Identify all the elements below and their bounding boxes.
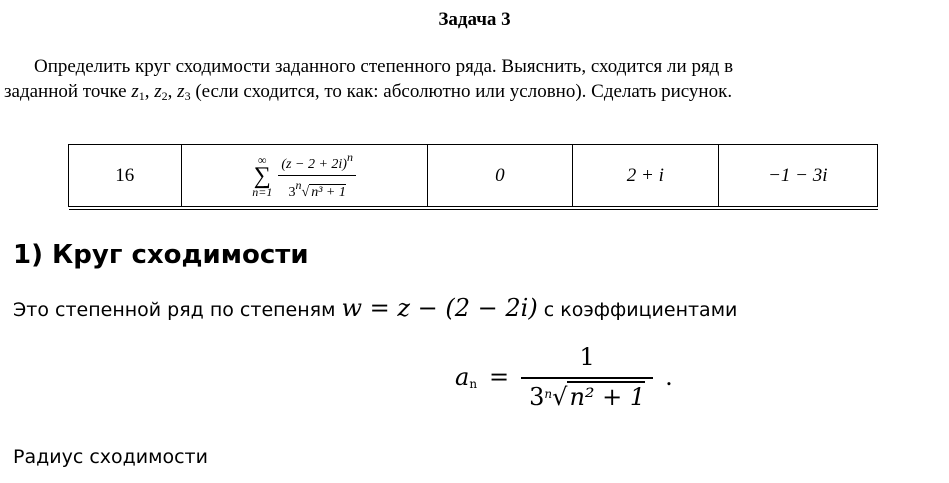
an-symbol: $a_n$ xyxy=(455,363,478,391)
series-numerator: $(z - 2 + 2i)^n$ xyxy=(278,150,356,176)
sum-upper: ∞ xyxy=(258,152,267,167)
coefficient-fraction xyxy=(521,343,653,411)
description-suffix: с коэффициентами xyxy=(537,299,738,321)
radius-label: Радиус сходимости xyxy=(13,446,208,468)
problem-line-2-prefix: заданной точке xyxy=(4,81,132,102)
series-formula xyxy=(252,150,356,201)
equals-sign: = xyxy=(489,363,510,391)
series-description xyxy=(13,294,737,322)
problem-statement xyxy=(4,54,944,109)
description-prefix: Это степенной ряд по степеням xyxy=(13,299,342,321)
problem-line-2: заданной точке $z_1$, $z_2$, $z_3$ (если сходится, то как: абсолютно или условно). Сделать рисунок. xyxy=(4,81,733,103)
sum-lower: n=1 xyxy=(252,184,273,199)
point-z1: $z_1$ xyxy=(131,81,145,103)
coefficient-numerator: 1 xyxy=(521,343,653,379)
variant-cell: 16 xyxy=(69,145,182,206)
series-denominator: 3$^n$√ n³ + 1 xyxy=(288,178,346,200)
formula-period: . xyxy=(665,363,673,391)
w-substitution: w = z − (2 − 2i) xyxy=(341,294,538,322)
z3-value: −1 − 3i xyxy=(719,145,878,206)
z1-value: 0 xyxy=(428,145,573,206)
point-z3: $z_3$ xyxy=(177,81,191,103)
coefficient-denominator: $3^n√n^2 + 1$ xyxy=(529,383,646,411)
task-title: Задача 3 xyxy=(438,9,511,30)
series-cell xyxy=(182,145,428,206)
table-double-rule xyxy=(69,209,878,210)
point-z2: $z_2$ xyxy=(154,81,168,103)
z2-value: 2 + i xyxy=(573,145,718,206)
task-table xyxy=(68,144,878,207)
coefficient-formula xyxy=(455,343,673,411)
problem-line-1: Определить круг сходимости заданного степенного ряда. Выяснить, сходится ли ряд в xyxy=(34,56,734,77)
section-heading: 1) Круг сходимости xyxy=(13,240,309,270)
series-fraction xyxy=(278,150,356,201)
sum-symbol: ∞ ∑ n=1 xyxy=(252,152,273,199)
problem-line-2-suffix: (если сходится, то как: абсолютно или условно). Сделать рисунок. xyxy=(190,81,733,102)
